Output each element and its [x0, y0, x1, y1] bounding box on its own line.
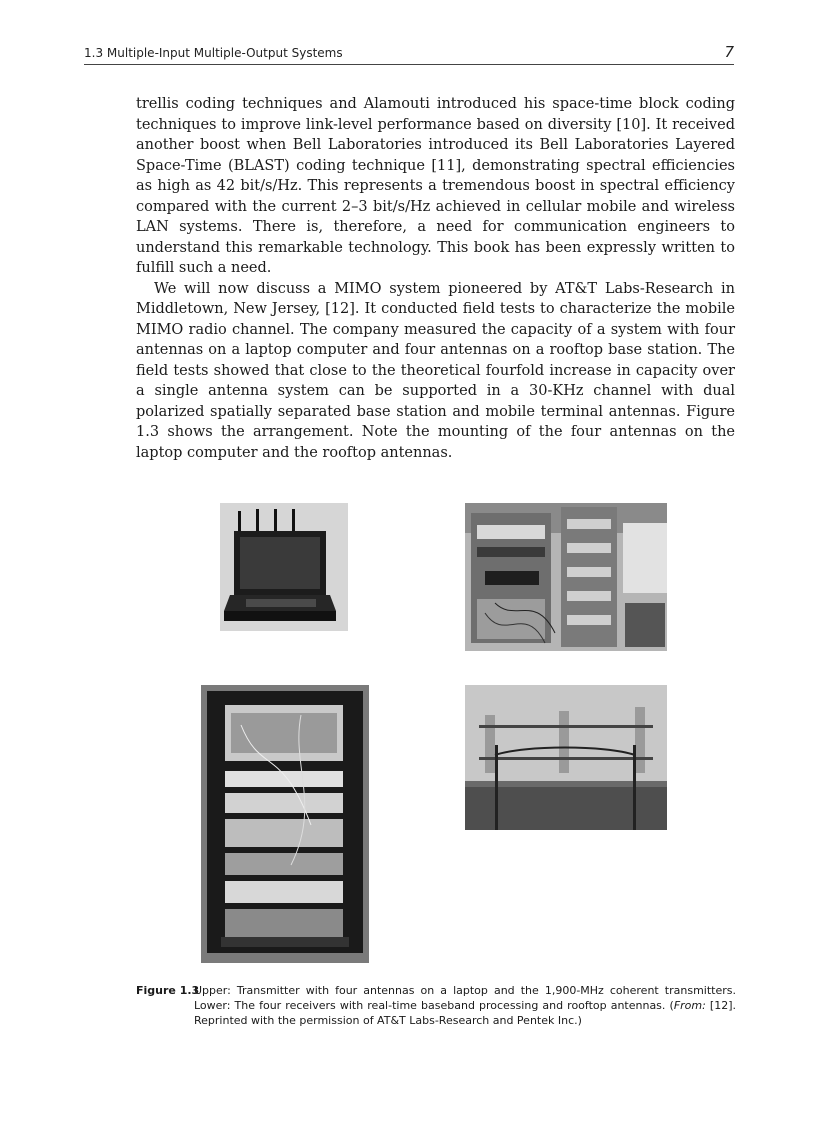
running-header	[84, 43, 734, 64]
figure-label: Figure 1.3	[136, 984, 200, 997]
paragraph: We will now discuss a MIMO system pioneered by AT&T Labs-Research in Middletown, New Jersey, [12]. It conducted field tests to characterize the mobile MIMO radio channel. The company measured the capacity of a system with four antennas on a laptop computer and four antennas on a rooftop base station. The field tests showed that close to the theoretical fourfold increase in capacity over a single antenna system can be supported in a 30-KHz channel with dual polarized spatially separated base station and mobile terminal antennas. Figure 1.3 shows the arrangement. Note the mounting of the four antennas on the laptop computer and the rooftop antennas.	[136, 280, 735, 461]
rooftop-antennas-photo	[465, 685, 667, 830]
header-rule	[84, 64, 734, 65]
caption-main: Upper: Transmitter with four antennas on a laptop and the 1,900-MHz coherent transmitters. Lower: The four receivers with real-time baseband processing and rooftop antennas. (	[194, 984, 736, 1012]
section-title: 1.3 Multiple-Input Multiple-Output Systems	[84, 46, 343, 60]
receiver-rack-photo	[201, 685, 369, 963]
laptop-photo	[220, 503, 348, 631]
body-text	[136, 94, 735, 463]
caption-from: From:	[673, 999, 706, 1012]
paragraph: trellis coding techniques and Alamouti introduced his space-time block coding techniques to improve link-level performance based on diversity [10]. It received another boost when Bell Laboratories introduced its Bell Laboratories Layered Space-Time (BLAST) coding technique [11], demonstrating spectral efficiencies as high as 42 bit/s/Hz. This represents a tremendous boost in spectral efficiency compared with the current 2–3 bit/s/Hz achieved in cellular mobile and wireless LAN systems. There is, therefore, a need for communication engineers to understand this remarkable technology. This book has been expressly written to fulfill such a need.	[136, 96, 735, 276]
transmitter-racks-photo	[465, 503, 667, 651]
caption-ref: [12]. Reprinted with the permission of AT&T Labs-Research and Pentek Inc.)	[194, 999, 736, 1027]
caption-text	[194, 983, 736, 1028]
page-number: 7	[724, 43, 734, 61]
